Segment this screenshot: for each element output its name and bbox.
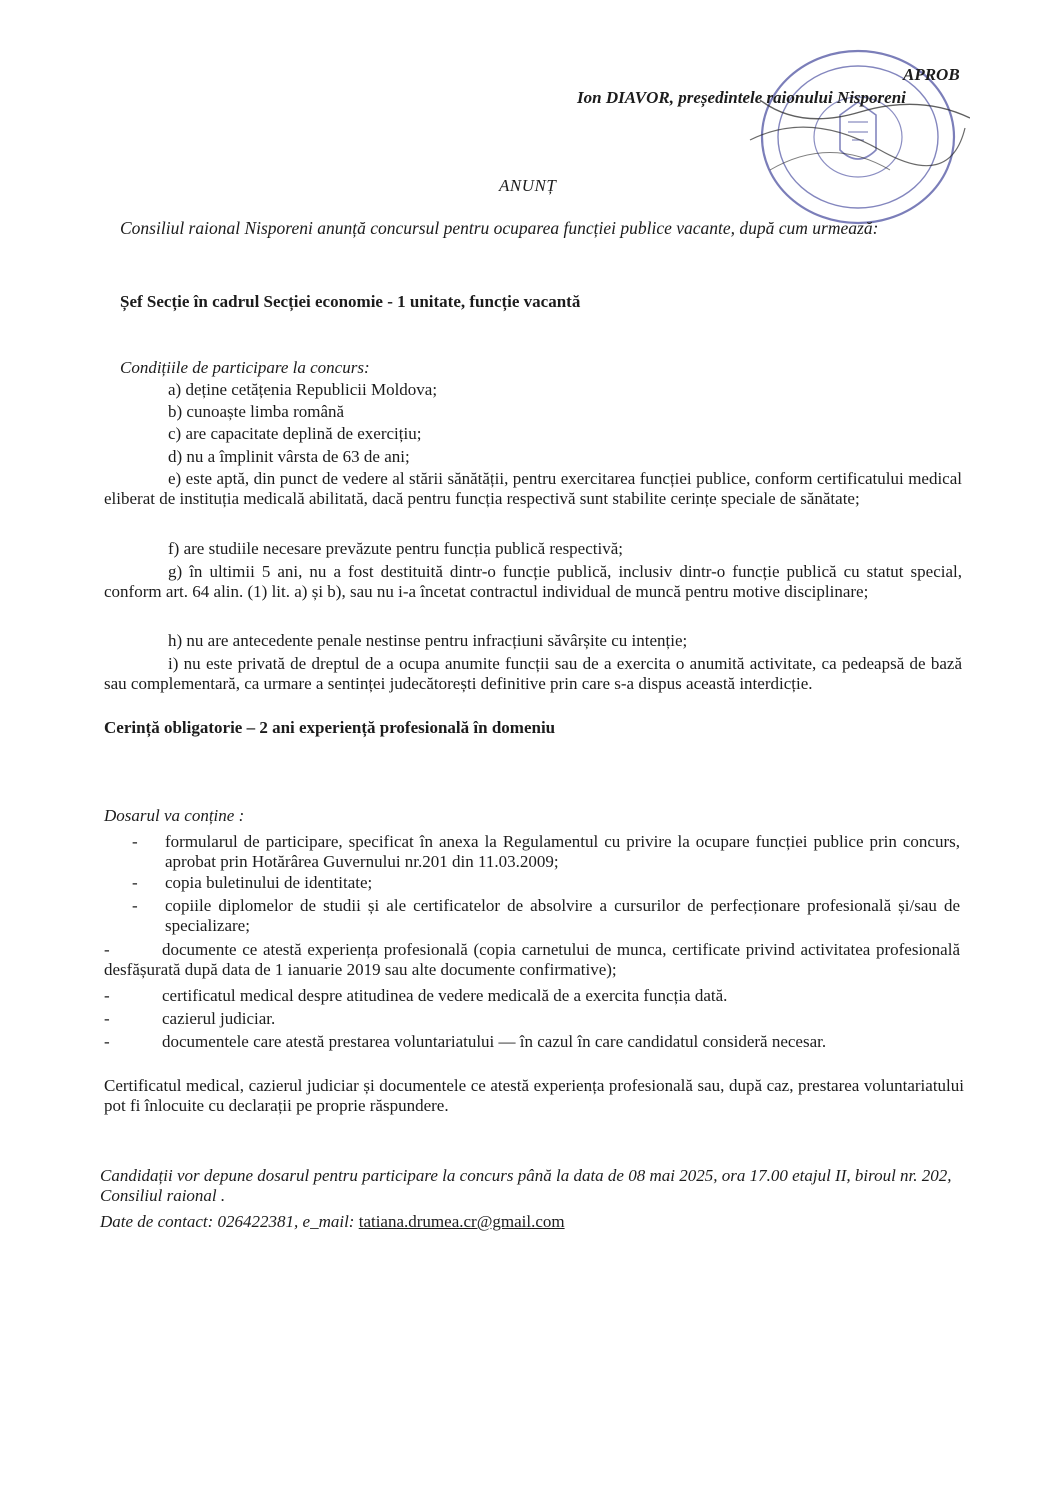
list-dash: - xyxy=(104,986,110,1005)
list-dash: - xyxy=(104,1009,110,1028)
email-link[interactable]: tatiana.drumea.cr@gmail.com xyxy=(358,1212,565,1231)
dossier-heading: Dosarul va conține : xyxy=(104,806,245,825)
intro-text: Consiliul raional Nisporeni anunță concursul pentru ocuparea funcției publice vacante, după cum urmează: xyxy=(120,218,879,238)
contact-label: Date de contact: 026422381, e_mail: xyxy=(100,1212,355,1231)
dossier-note: Certificatul medical, cazierul judiciar și documentele ce atestă experiența profesională sau, după caz, prestarea voluntariatului pot fi înlocuite cu declarații pe proprie răspundere. xyxy=(104,1076,964,1115)
list-dash: - xyxy=(104,940,110,959)
condition-c: c) are capacitate deplină de exercițiu; xyxy=(168,424,422,443)
approver-name: Ion DIAVOR, președintele raionului Nisporeni xyxy=(577,88,906,107)
condition-g: g) în ultimii 5 ani, nu a fost destituită dintr-o funcție publică, inclusiv dintr-o funcție publică cu statut special, conform art. 64 alin. (1) lit. a) și b), sau nu i-a încetat contractul individual de muncă pentru motive disciplinare; xyxy=(104,562,962,601)
list-dash: - xyxy=(132,896,138,915)
conditions-heading: Condițiile de participare la concurs: xyxy=(120,358,370,377)
mandatory-requirement: Cerință obligatorie – 2 ani experiență profesională în domeniu xyxy=(104,718,556,737)
condition-a: a) deține cetățenia Republicii Moldova; xyxy=(168,380,438,399)
dossier-item-volunteering: documentele care atestă prestarea voluntariatului — în cazul în care candidatul consideră necesar. xyxy=(162,1032,827,1051)
condition-b: b) cunoaște limba română xyxy=(168,402,345,421)
dossier-item-criminal-record: cazierul judiciar. xyxy=(162,1009,276,1028)
condition-f: f) are studiile necesare prevăzute pentru funcția publică respectivă; xyxy=(168,539,623,558)
dossier-item-id: copia buletinului de identitate; xyxy=(165,873,373,892)
list-dash: - xyxy=(104,1032,110,1051)
dossier-item-experience: documente ce atestă experiența profesională (copia carnetului de munca, certificate privind activitatea profesională desfășurată după data de 1 ianuarie 2019 sau alte documente confirmative); xyxy=(104,940,960,979)
deadline-text: Candidații vor depune dosarul pentru participare la concurs până la data de 08 mai 2025, ora 17.00 etajul II, biroul nr. 202, Consiliul raional . xyxy=(100,1166,952,1205)
dossier-item-diplomas: copiile diplomelor de studii și ale certificatelor de absolvire a cursurilor de perfecționare profesională și/sau de specializare; xyxy=(165,896,960,935)
approve-label: APROB xyxy=(903,65,960,84)
condition-h: h) nu are antecedente penale nestinse pentru infracțiuni săvârșite cu intenție; xyxy=(168,631,688,650)
list-dash: - xyxy=(132,873,138,892)
dossier-item-medical: certificatul medical despre atitudinea de vedere medicală de a exercita funcția dată. xyxy=(162,986,728,1005)
list-dash: - xyxy=(132,832,138,851)
condition-d: d) nu a împlinit vârsta de 63 de ani; xyxy=(168,447,410,466)
page-title: ANUNȚ xyxy=(499,176,557,195)
position-title: Șef Secție în cadrul Secției economie - 1 unitate, funcție vacantă xyxy=(120,292,581,311)
condition-e: e) este aptă, din punct de vedere al stării sănătății, pentru exercitarea funcției publice, conform certificatului medical eliberat de instituția medicală abilitată, dacă pentru funcția respectivă sunt stabilite cerințe speciale de sănătate; xyxy=(104,469,962,508)
dossier-item-form: formularul de participare, specificat în anexa la Regulamentul cu privire la ocupare funcției publice prin concurs, aprobat prin Hotărârea Guvernului nr.201 din 11.03.2009; xyxy=(165,832,960,871)
condition-i: i) nu este privată de dreptul de a ocupa anumite funcții sau de a exercita o anumită activitate, ca pedeapsă de bază sau complementară, ca urmare a sentinței judecătorești definitive prin care s-a dispus această interdicție. xyxy=(104,654,962,693)
